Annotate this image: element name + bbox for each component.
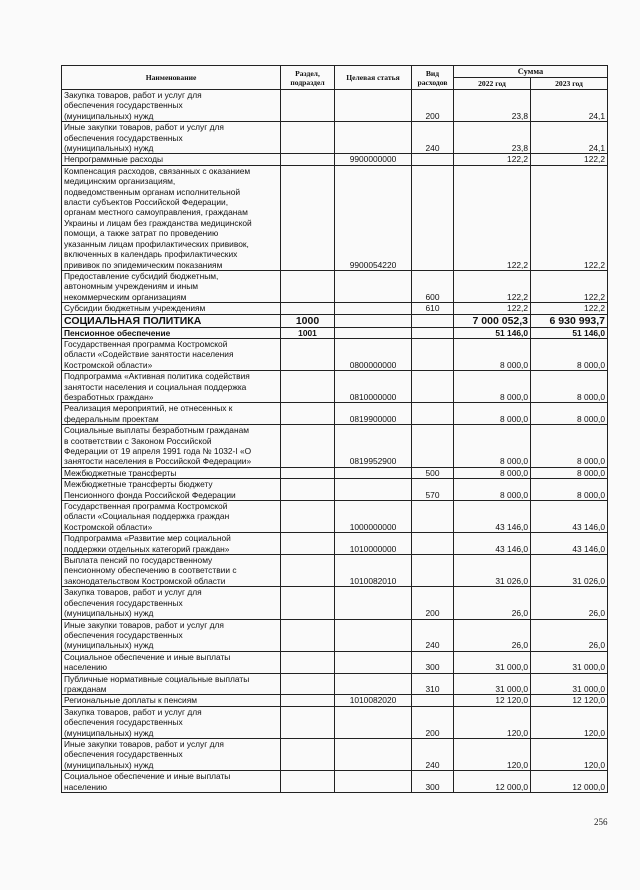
row-sum-2022: 122,2 (454, 270, 531, 302)
row-name: Непрограммные расходы (62, 154, 281, 165)
row-kind (412, 555, 454, 587)
header-section: Раздел, подраздел (281, 66, 335, 90)
row-sum-2022: 26,0 (454, 619, 531, 651)
row-target (335, 467, 412, 478)
row-sum-2022: 122,2 (454, 154, 531, 165)
row-kind: 240 (412, 122, 454, 154)
row-kind (412, 314, 454, 327)
table-row (62, 533, 608, 555)
budget-table (61, 65, 608, 793)
row-sum-2022: 120,0 (454, 738, 531, 770)
row-target: 1010082020 (335, 695, 412, 706)
row-sum-2022: 8 000,0 (454, 338, 531, 370)
row-kind (412, 338, 454, 370)
row-sum-2023: 8 000,0 (531, 371, 608, 403)
row-name: Межбюджетные трансферты бюджету Пенсионного фонда Российской Федерации (62, 479, 281, 501)
row-section (281, 371, 335, 403)
row-section (281, 303, 335, 314)
row-sum-2023: 12 120,0 (531, 695, 608, 706)
row-target: 1010082010 (335, 555, 412, 587)
row-name: Государственная программа Костромской области «Содействие занятости населения Костромской области» (62, 338, 281, 370)
row-sum-2023: 31 000,0 (531, 673, 608, 695)
row-kind (412, 165, 454, 270)
page-number: 256 (594, 817, 608, 827)
row-kind: 310 (412, 673, 454, 695)
row-name: Субсидии бюджетным учреждениям (62, 303, 281, 314)
row-sum-2023: 122,2 (531, 165, 608, 270)
row-sum-2023: 26,0 (531, 619, 608, 651)
row-target (335, 479, 412, 501)
row-section (281, 467, 335, 478)
row-sum-2022: 12 120,0 (454, 695, 531, 706)
row-section (281, 651, 335, 673)
row-sum-2022: 31 026,0 (454, 555, 531, 587)
row-target (335, 90, 412, 122)
row-kind: 300 (412, 651, 454, 673)
row-kind: 240 (412, 619, 454, 651)
table-row (62, 555, 608, 587)
row-kind: 240 (412, 738, 454, 770)
row-section (281, 165, 335, 270)
row-section (281, 619, 335, 651)
row-sum-2022: 51 146,0 (454, 327, 531, 338)
row-target (335, 619, 412, 651)
row-name: СОЦИАЛЬНАЯ ПОЛИТИКА (62, 314, 281, 327)
row-sum-2022: 122,2 (454, 303, 531, 314)
row-target (335, 673, 412, 695)
row-section (281, 479, 335, 501)
row-section (281, 738, 335, 770)
row-sum-2023: 6 930 993,7 (531, 314, 608, 327)
row-name: Реализация мероприятий, не отнесенных к федеральным проектам (62, 403, 281, 425)
row-sum-2022: 23,8 (454, 90, 531, 122)
table-row (62, 270, 608, 302)
row-kind (412, 695, 454, 706)
table-row (62, 425, 608, 468)
row-target (335, 706, 412, 738)
row-sum-2023: 8 000,0 (531, 425, 608, 468)
row-name: Межбюджетные трансферты (62, 467, 281, 478)
table-row (62, 771, 608, 793)
row-name: Публичные нормативные социальные выплаты гражданам (62, 673, 281, 695)
row-target: 0819900000 (335, 403, 412, 425)
row-name: Региональные доплаты к пенсиям (62, 695, 281, 706)
row-target (335, 738, 412, 770)
row-sum-2022: 120,0 (454, 706, 531, 738)
row-kind (412, 371, 454, 403)
row-sum-2022: 8 000,0 (454, 371, 531, 403)
row-sum-2023: 31 000,0 (531, 651, 608, 673)
row-target: 1010000000 (335, 533, 412, 555)
row-target (335, 270, 412, 302)
row-section (281, 425, 335, 468)
row-section: 1001 (281, 327, 335, 338)
row-target: 0810000000 (335, 371, 412, 403)
row-sum-2023: 122,2 (531, 270, 608, 302)
row-name: Выплата пенсий по государственному пенсионному обеспечению в соответствии с законодательством Костромской области (62, 555, 281, 587)
row-sum-2022: 43 146,0 (454, 533, 531, 555)
row-kind: 200 (412, 90, 454, 122)
row-name: Иные закупки товаров, работ и услуг для обеспечения государственных (муниципальных) нужд (62, 738, 281, 770)
header-2022: 2022 год (454, 78, 531, 90)
row-sum-2023: 24,1 (531, 122, 608, 154)
row-kind: 610 (412, 303, 454, 314)
row-sum-2023: 8 000,0 (531, 479, 608, 501)
table-row (62, 154, 608, 165)
row-sum-2023: 43 146,0 (531, 533, 608, 555)
row-sum-2023: 120,0 (531, 738, 608, 770)
row-kind: 200 (412, 587, 454, 619)
row-section (281, 695, 335, 706)
row-target (335, 587, 412, 619)
row-section (281, 706, 335, 738)
row-kind (412, 533, 454, 555)
row-name: Социальное обеспечение и иные выплаты населению (62, 771, 281, 793)
row-sum-2023: 43 146,0 (531, 501, 608, 533)
row-sum-2022: 8 000,0 (454, 403, 531, 425)
row-section (281, 771, 335, 793)
table-row (62, 165, 608, 270)
row-sum-2022: 31 000,0 (454, 673, 531, 695)
row-target (335, 327, 412, 338)
table-row (62, 371, 608, 403)
budget-table-page (61, 65, 607, 793)
table-body (62, 90, 608, 793)
row-name: Пенсионное обеспечение (62, 327, 281, 338)
row-kind: 200 (412, 706, 454, 738)
row-section (281, 90, 335, 122)
table-row (62, 501, 608, 533)
row-kind (412, 154, 454, 165)
table-row (62, 467, 608, 478)
row-sum-2023: 51 146,0 (531, 327, 608, 338)
row-name: Предоставление субсидий бюджетным, автономным учреждениям и иным некоммерческим организациям (62, 270, 281, 302)
row-section (281, 154, 335, 165)
row-kind (412, 403, 454, 425)
row-target (335, 303, 412, 314)
header-target: Целевая статья (335, 66, 412, 90)
row-target: 0819952900 (335, 425, 412, 468)
row-name: Иные закупки товаров, работ и услуг для обеспечения государственных (муниципальных) нужд (62, 619, 281, 651)
row-target (335, 122, 412, 154)
row-kind (412, 327, 454, 338)
table-row (62, 706, 608, 738)
table-row (62, 122, 608, 154)
row-sum-2022: 122,2 (454, 165, 531, 270)
row-target: 1000000000 (335, 501, 412, 533)
header-name: Наименование (62, 66, 281, 90)
table-row (62, 651, 608, 673)
row-target (335, 651, 412, 673)
row-name: Подпрограмма «Развитие мер социальной поддержки отдельных категорий граждан» (62, 533, 281, 555)
table-row (62, 90, 608, 122)
table-row (62, 338, 608, 370)
row-name: Закупка товаров, работ и услуг для обеспечения государственных (муниципальных) нужд (62, 706, 281, 738)
row-sum-2022: 8 000,0 (454, 467, 531, 478)
row-section (281, 122, 335, 154)
row-sum-2023: 26,0 (531, 587, 608, 619)
row-target (335, 314, 412, 327)
row-target: 0800000000 (335, 338, 412, 370)
row-name: Иные закупки товаров, работ и услуг для обеспечения государственных (муниципальных) нужд (62, 122, 281, 154)
row-sum-2023: 24,1 (531, 90, 608, 122)
row-name: Социальное обеспечение и иные выплаты населению (62, 651, 281, 673)
table-row (62, 673, 608, 695)
row-sum-2023: 122,2 (531, 303, 608, 314)
row-sum-2022: 8 000,0 (454, 425, 531, 468)
row-name: Государственная программа Костромской области «Социальная поддержка граждан Костромской области» (62, 501, 281, 533)
row-target (335, 771, 412, 793)
table-header (62, 66, 608, 90)
row-section: 1000 (281, 314, 335, 327)
row-sum-2022: 43 146,0 (454, 501, 531, 533)
row-sum-2022: 8 000,0 (454, 479, 531, 501)
row-name: Закупка товаров, работ и услуг для обеспечения государственных (муниципальных) нужд (62, 90, 281, 122)
table-row (62, 587, 608, 619)
row-sum-2022: 12 000,0 (454, 771, 531, 793)
table-row (62, 403, 608, 425)
row-kind: 600 (412, 270, 454, 302)
row-sum-2023: 8 000,0 (531, 403, 608, 425)
row-name: Компенсация расходов, связанных с оказанием медицинским организациям, подведомственным органам исполнительной власти субъектов Российской Федерации, органам местного самоуправления, гражданам Украины и лицам без гражданства медицинской помощи, а также затрат по проведению указанным лицам профилактических прививок, включенных в календарь профилактических прививок по эпидемическим показаниям (62, 165, 281, 270)
header-2023: 2023 год (531, 78, 608, 90)
row-section (281, 338, 335, 370)
row-kind: 500 (412, 467, 454, 478)
row-target: 9900000000 (335, 154, 412, 165)
row-section (281, 403, 335, 425)
row-section (281, 673, 335, 695)
row-kind: 300 (412, 771, 454, 793)
table-row (62, 479, 608, 501)
row-sum-2023: 122,2 (531, 154, 608, 165)
table-row (62, 738, 608, 770)
row-kind: 570 (412, 479, 454, 501)
row-sum-2023: 120,0 (531, 706, 608, 738)
row-section (281, 587, 335, 619)
header-kind: Вид расходов (412, 66, 454, 90)
table-row (62, 303, 608, 314)
row-target: 9900054220 (335, 165, 412, 270)
row-sum-2022: 7 000 052,3 (454, 314, 531, 327)
row-sum-2023: 8 000,0 (531, 467, 608, 478)
table-row (62, 695, 608, 706)
row-name: Социальные выплаты безработным гражданам в соответствии с Законом Российской Федерации от 19 апреля 1991 года № 1032-I «О занятости населения в Российской Федерации» (62, 425, 281, 468)
table-row (62, 619, 608, 651)
row-sum-2022: 26,0 (454, 587, 531, 619)
row-sum-2023: 12 000,0 (531, 771, 608, 793)
header-sum: Сумма (454, 66, 608, 78)
row-sum-2022: 23,8 (454, 122, 531, 154)
row-name: Закупка товаров, работ и услуг для обеспечения государственных (муниципальных) нужд (62, 587, 281, 619)
row-sum-2022: 31 000,0 (454, 651, 531, 673)
row-sum-2023: 31 026,0 (531, 555, 608, 587)
row-section (281, 270, 335, 302)
row-kind (412, 501, 454, 533)
row-sum-2023: 8 000,0 (531, 338, 608, 370)
row-name: Подпрограмма «Активная политика содействия занятости населения и социальная поддержка безработных граждан» (62, 371, 281, 403)
row-section (281, 555, 335, 587)
row-section (281, 501, 335, 533)
row-section (281, 533, 335, 555)
row-kind (412, 425, 454, 468)
table-row (62, 327, 608, 338)
table-row (62, 314, 608, 327)
